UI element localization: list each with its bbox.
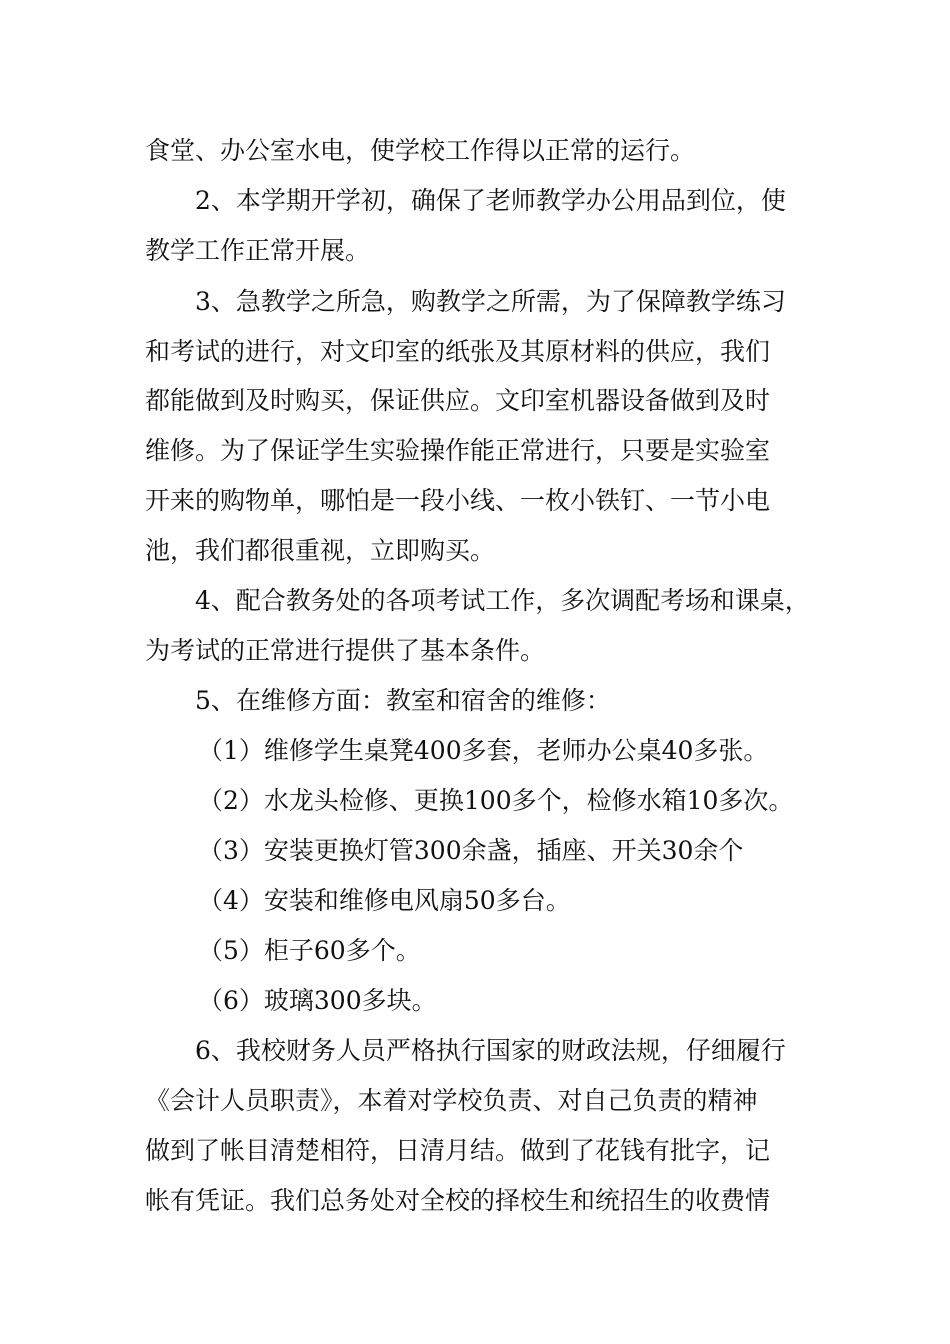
text-line: 3、急教学之所急，购教学之所需，为了保障教学练习 — [195, 287, 786, 316]
text-line: 《会计人员职责》，本着对学校负责、对自己负责的精神 — [145, 1086, 758, 1115]
text-line: （1）维修学生桌凳400多套，老师办公桌40多张。 — [198, 736, 769, 765]
text-line: 维修。为了保证学生实验操作能正常进行，只要是实验室 — [145, 436, 771, 465]
text-line: （4）安装和维修电风扇50多台。 — [198, 886, 571, 915]
text-line: 5、在维修方面：教室和宿舍的维修： — [195, 686, 611, 715]
text-line: 2、本学期开学初，确保了老师教学办公用品到位，使 — [195, 186, 786, 215]
text-line: 池，我们都很重视，立即购买。 — [145, 536, 496, 565]
text-line: 帐有凭证。我们总务处对全校的择校生和统招生的收费情 — [145, 1186, 771, 1215]
text-line: 开来的购物单，哪怕是一段小线、一枚小铁钉、一节小电 — [145, 486, 771, 515]
text-line: （3）安装更换灯管300余盏，插座、开关30余个 — [198, 836, 744, 865]
text-line: 和考试的进行，对文印室的纸张及其原材料的供应，我们 — [145, 337, 771, 366]
text-line: 食堂、办公室水电，使学校工作得以正常的运行。 — [145, 136, 696, 165]
text-line: 做到了帐目清楚相符，日清月结。做到了花钱有批字，记 — [145, 1136, 771, 1165]
text-line: （5）柜子60多个。 — [198, 936, 421, 965]
text-line: 教学工作正常开展。 — [145, 236, 371, 265]
text-line: （6）玻璃300多块。 — [198, 986, 437, 1015]
text-line: （2）水龙头检修、更换100多个，检修水箱10多次。 — [198, 786, 794, 815]
text-line: 4、配合教务处的各项考试工作，多次调配考场和课桌， — [195, 586, 810, 615]
text-line: 都能做到及时购买，保证供应。文印室机器设备做到及时 — [145, 386, 771, 415]
text-line: 为考试的正常进行提供了基本条件。 — [145, 636, 546, 665]
text-line: 6、我校财务人员严格执行国家的财政法规，仔细履行 — [195, 1036, 786, 1065]
